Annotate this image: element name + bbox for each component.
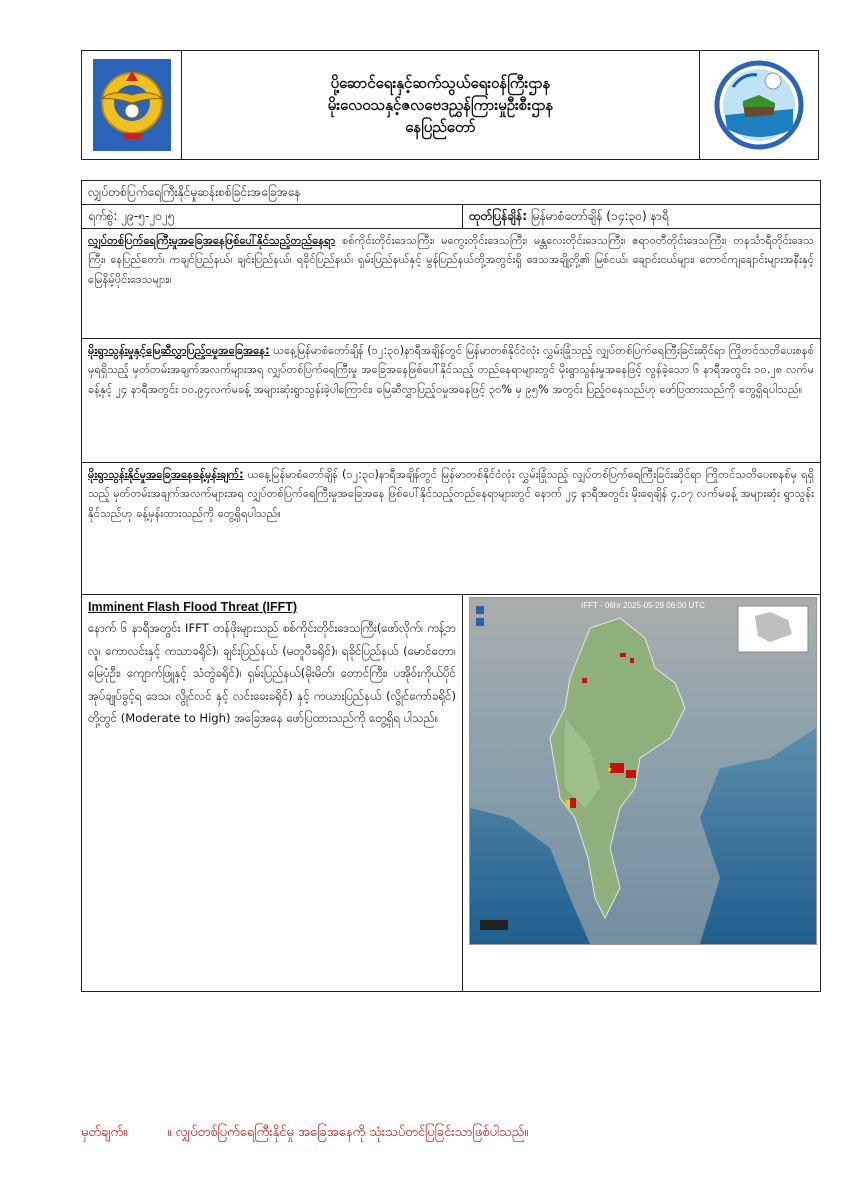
rain-soil-label: မိုးရွာသွန်းမှုနှင့်မြေဆီလွှာပြည့်ဝမှုအခြေအနေ: — [88, 344, 270, 357]
ministry-logo — [82, 51, 182, 159]
map-caption: IFFT - 06hr 2025-05-29 06:00 UTC — [581, 601, 705, 610]
header-title-block — [182, 51, 700, 159]
risk-areas-section — [82, 229, 820, 339]
issue-time-cell — [463, 205, 820, 228]
risk-areas-text: စစ်ကိုင်းတိုင်းဒေသကြီး၊ မကွေးတိုင်းဒေသကြီး၊ မန္တလေးတိုင်းဒေသကြီး၊ ဧရာဝတီတိုင်းဒေသကြီး၊ တနင်္သာရီတိုင်းဒေသကြီး၊ နေပြည်တော်၊ ကချင်ပြည်နယ်၊ ချင်းပြည်နယ်၊ ရခိုင်ပြည်နယ်၊ ရှမ်းပြည်နယ်နှင့် မွန်ပြည်နယ်တို့အတွင်းရှိ ဒေသအချို့တို့၏ မြစ်ငယ်၊ ချောင်းငယ်များ၊ တောင်ကျချောင်းများအနီးနှင့် မြေနိမ့်ပိုင်းဒေသများ။ — [88, 234, 814, 286]
city-title: နေပြည်တော် — [405, 118, 476, 136]
rain-soil-section — [82, 339, 820, 463]
ifft-heading: Imminent Flash Flood Threat (IFFT) — [88, 600, 298, 614]
date-value: ၂၉-၅-၂၀၂၅ — [121, 209, 175, 223]
report-table — [81, 180, 821, 992]
issue-time-label: ထုတ်ပြန်ချိန်: — [469, 209, 528, 223]
department-logo — [700, 51, 818, 159]
date-label: ရက်စွဲ: — [88, 209, 118, 223]
ifft-section — [82, 595, 820, 991]
ifft-description: နောက် ၆ နာရီအတွင်း IFFT တန်ဖိုးများသည် စစ်ကိုင်းတိုင်းဒေသကြီး(ဖော်လိုက်၊ ကန့်ဘလူ၊ ကောလင်းနှင့် ကသာခရိုင်)၊ ချင်းပြည်နယ် (မတူပီခရိုင်)၊ ရခိုင်ပြည်နယ် (မောင်တော၊ မြေပုံဦး၊ ကျောက်ဖြူနှင့် သံတွဲခရိုင်)၊ ရှမ်းပြည်နယ်(မိုးမိတ်၊ တောင်ကြီး၊ ပအိုဝ်းကိုယ်ပိုင်အုပ်ချုပ်ခွင့်ရ ဒေသ၊ လွိုင်လင် နှင့် လင်းခေးခရိုင်) နှင့် ကယားပြည်နယ် (လွိုင်ကော်ခရိုင်) တို့တွင် (Moderate to High) အခြေအနေ ဖော်ပြထားသည်ကို တွေ့ရှိရ ပါသည်။ — [88, 621, 456, 726]
myanmar-map-image — [470, 598, 816, 944]
rain-soil-text: ယနေ့မြန်မာစံတော်ချိန် (၁၂:၃၀)နာရီအချိန်တွင် မြန်မာတစ်နိုင်ငံလုံး လွှမ်းခြုံသည့် လျှပ်တစ်ပြက်ရေကြီးခြင်းဆိုင်ရာ ကြိုတင်သတိပေးစနစ်မှရရှိသည့် မှတ်တမ်းအချက်အလက်များအရ လျှပ်တစ်ပြက်ရေကြီးမှု အခြေအနေဖြစ်ပေါ်နိုင်သည့် တည်နေရာများတွင် မိုးရွာသွန်းမှုအနေဖြင့် လွန်ခဲ့သော ၆ နာရီအတွင်း ၁၀.၂၈ လက်မခန့်နှင့် ၂၄ နာရီအတွင်း ၁၀.၉၄လက်မခန့် အများဆုံးရွာသွန်းခဲ့ပါကြောင်း၊ မြေဆီလွှာပြည့်ဝမှုအနေဖြင့် ၃၀% မှ ၉၅% အတွင်း ပြည့်ဝနေသည်ဟု ဖော်ပြထားသည်ကို တွေ့ရှိရပါသည်။ — [88, 344, 814, 396]
date-row — [82, 205, 820, 229]
document-header — [81, 50, 819, 160]
ifft-map — [469, 597, 817, 945]
forecast-section — [82, 463, 820, 595]
ministry-emblem-icon — [93, 59, 171, 151]
issue-time-value: မြန်မာစံတော်ချိန် (၁၄:၃၀) နာရီ — [530, 209, 669, 223]
ministry-title: ပို့ဆောင်ရေးနှင့်ဆက်သွယ်ရေးဝန်ကြီးဌာန — [330, 74, 551, 92]
date-cell — [82, 205, 463, 228]
department-title: မိုးလေဝသနှင့်ဇလဗေဒညွှန်ကြားမှုဦးစီးဌာန — [327, 96, 554, 114]
forecast-label: မိုးရွာသွန်းနိုင်မှုအခြေအနေခန့်မှန်းချက်: — [88, 468, 244, 481]
ifft-text-cell — [82, 595, 463, 991]
forecast-text: ယနေ့မြန်မာစံတော်ချိန် (၁၂:၃၀)နာရီအချိန်တွင် မြန်မာတစ်နိုင်ငံလုံး လွှမ်းခြုံသည့် လျှပ်တစ်ပြက်ရေကြီးခြင်းဆိုင်ရာ ကြိုတင်သတိပေးစနစ်မှ ရရှိသည့် မှတ်တမ်းအချက်အလက်များအရ လျှပ်တစ်ပြက်ရေကြီးမှုအခြေအနေ ဖြစ်ပေါ်နိုင်သည့်တည်နေရာများတွင် နောက် ၂၄ နာရီအတွင်း မိုးရေချိန် ၄.၁၇ လက်မခန့် အများဆုံး ရွာသွန်းနိုင်သည်ဟု ခန့်မှန်းထားသည်ကို တွေ့ရှိရပါသည်။ — [88, 468, 814, 520]
note-text: ။ လျှပ်တစ်ပြက်ရေကြီးနိုင်မှု အခြေအနေကို သုံးသပ်တင်ပြခြင်းသာဖြစ်ပါသည်။ — [167, 1125, 529, 1140]
water-cycle-icon — [713, 59, 805, 151]
footer-note — [81, 1124, 821, 1143]
note-label: မှတ်ချက်။ — [81, 1125, 128, 1140]
risk-areas-label: လျှပ်တစ်ပြက်ရေကြီးမှုအခြေအနေဖြစ်ပေါ်နိုင်သည့်တည်နေရာ — [88, 234, 336, 247]
report-title: လျှပ်တစ်ပြက်ရေကြီးနိုင်မှုဆန်းစစ်ခြင်းအခြေအနေ — [82, 181, 820, 205]
ifft-map-cell — [463, 595, 820, 991]
